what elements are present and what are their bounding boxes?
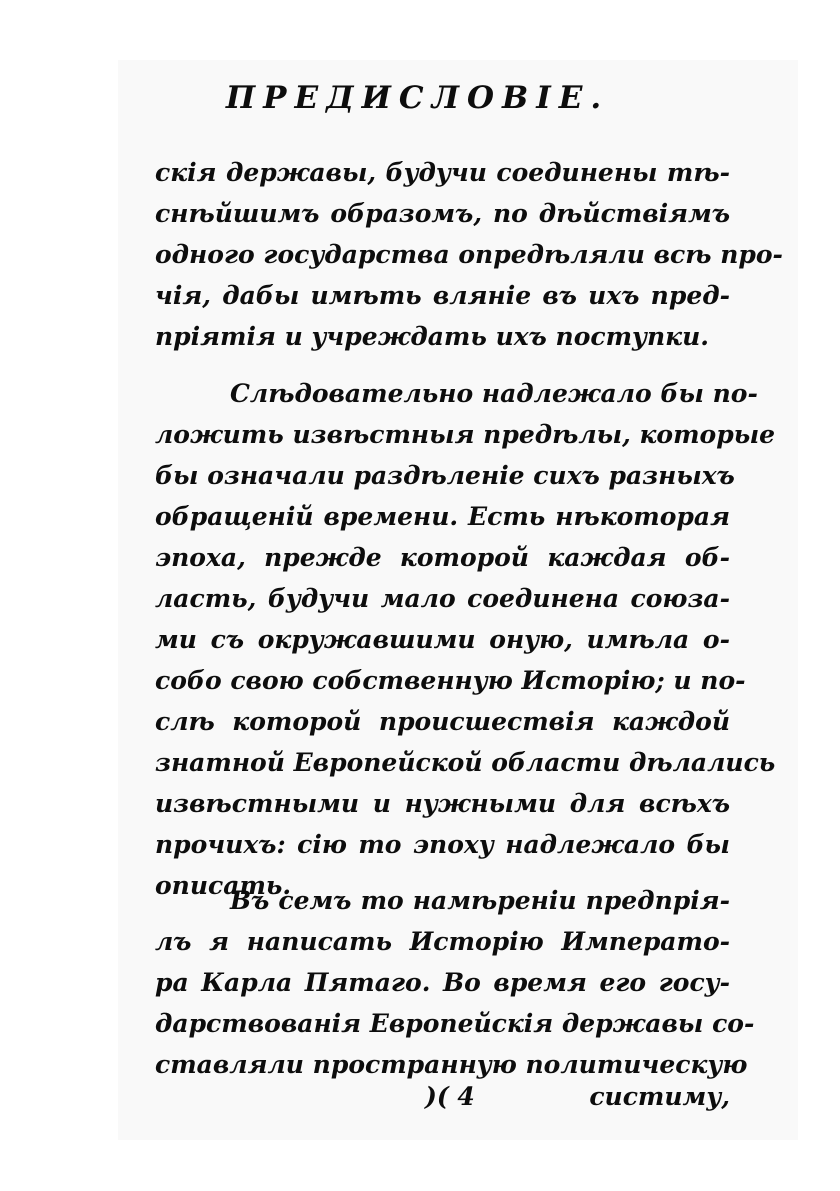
paragraph-1 xyxy=(155,152,783,357)
signature-mark: )( 4 xyxy=(425,1082,475,1111)
text-line: одного государства опредѣляли всѣ про- xyxy=(155,240,783,269)
text-line: описать. xyxy=(155,871,292,900)
text-line: Слѣдовательно надлежало бы по- xyxy=(230,379,758,408)
text-line: извѣстными и нужными для всѣхъ xyxy=(155,789,730,818)
text-line: обращеній времени. Есть нѣкоторая xyxy=(155,502,730,531)
text-line: ложить извѣстныя предѣлы, которые xyxy=(155,420,776,449)
text-line: слѣ которой происшествія каждой xyxy=(155,707,730,736)
text-line: знатной Европейской области дѣлались xyxy=(155,748,776,777)
text-line: лъ я написать Исторію Императо- xyxy=(155,927,730,956)
text-line: ласть, будучи мало соединена союза- xyxy=(155,584,730,613)
text-line: скія державы, будучи соединены тѣ- xyxy=(155,158,730,187)
text-line: снѣйшимъ образомъ, по дѣйствіямъ xyxy=(155,199,730,228)
text-line: прочихъ: сію то эпоху надлежало бы xyxy=(155,830,730,859)
running-head: ПРЕДИСЛОВІЕ. xyxy=(225,80,610,116)
text-line: бы означали раздѣленіе сихъ разныхъ xyxy=(155,461,735,490)
page-footer xyxy=(155,1077,730,1117)
text-line: пріятія и учреждать ихъ поступки. xyxy=(155,322,709,351)
text-line: эпоха, прежде которой каждая об- xyxy=(155,543,730,572)
paragraph-3 xyxy=(155,880,755,1085)
text-line: Въ семъ то намѣреніи предпрія- xyxy=(230,886,730,915)
text-line: ставляли пространную политическую xyxy=(155,1050,748,1079)
catchword: систиму, xyxy=(589,1082,730,1111)
text-line: ра Карла Пятаго. Во время его госу- xyxy=(155,968,730,997)
text-line: дарствованія Европейскія державы со- xyxy=(155,1009,755,1038)
text-line: собо свою собственную Исторію; и по- xyxy=(155,666,746,695)
text-line: чія, дабы имѣть вляніе въ ихъ пред- xyxy=(155,281,730,310)
paragraph-2 xyxy=(155,373,776,906)
text-line: ми съ окружавшими оную, имѣла о- xyxy=(155,625,730,654)
